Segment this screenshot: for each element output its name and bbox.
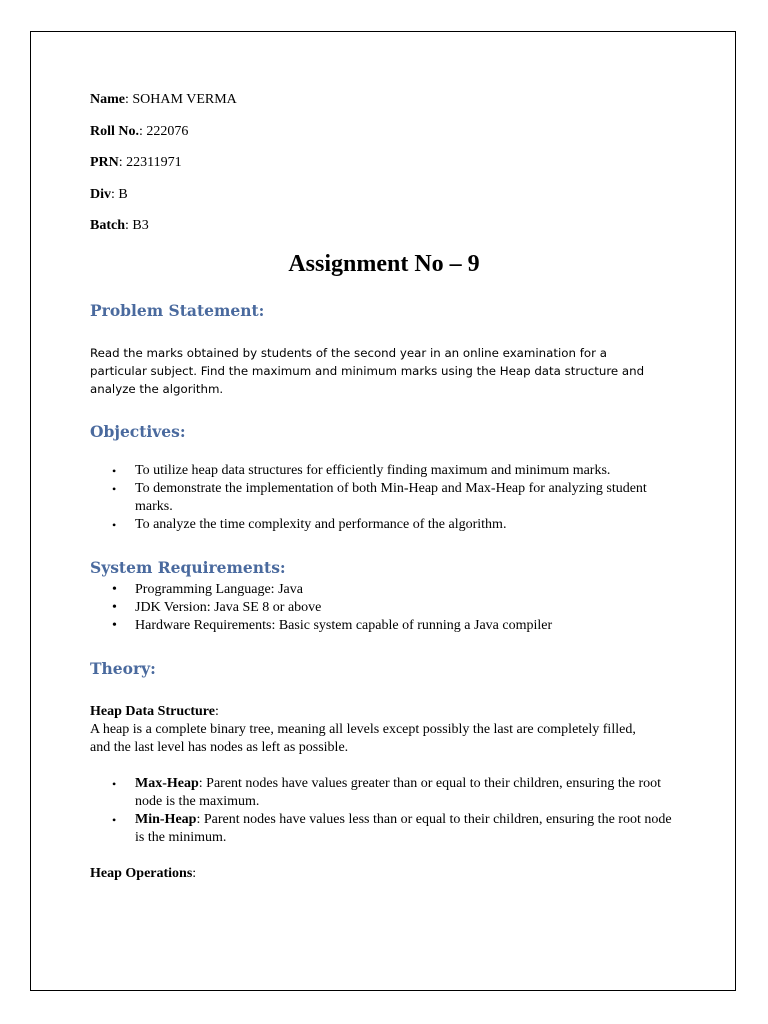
batch-label: Batch	[90, 218, 125, 233]
bullet-icon: •	[112, 777, 117, 791]
requirement-text: Programming Language: Java	[135, 582, 303, 597]
problem-statement-heading: Problem Statement:	[90, 301, 265, 320]
objective-text: To demonstrate the implementation of both Min-Heap and Max-Heap for analyzing student marks.	[135, 481, 647, 514]
system-requirements-heading: System Requirements:	[90, 558, 286, 577]
heap-operations-subheading	[90, 865, 690, 883]
heap-types-list	[90, 775, 690, 847]
list-item	[90, 775, 680, 811]
batch-value: : B3	[125, 218, 149, 233]
name-label: Name	[90, 92, 125, 107]
prn-label: PRN	[90, 155, 119, 170]
list-item	[90, 599, 680, 617]
heap-description: A heap is a complete binary tree, meaning all levels except possibly the last are completely filled, and the last level has nodes as left as possible.	[90, 722, 636, 755]
system-requirements-list	[90, 581, 690, 635]
list-item	[90, 480, 680, 516]
bullet-icon: •	[112, 482, 117, 496]
heap-type-desc: : Parent nodes have values greater than or equal to their children, ensuring the root node is the maximum.	[135, 776, 661, 809]
objective-text: To analyze the time complexity and performance of the algorithm.	[135, 517, 507, 532]
div-value: : B	[111, 186, 128, 202]
heap-colon: :	[214, 704, 219, 719]
theory-heading: Theory:	[90, 659, 156, 678]
objective-text: To utilize heap data structures for efficiently finding maximum and minimum marks.	[135, 463, 611, 478]
bullet-icon: •	[112, 600, 117, 615]
heap-type-term: Min-Heap	[135, 812, 197, 827]
page-title: Assignment No – 9	[288, 251, 480, 277]
bullet-icon: •	[112, 464, 117, 478]
name-value: : SOHAM VERMA	[125, 92, 237, 107]
objectives-list	[90, 462, 690, 534]
heap-data-structure-subheading	[90, 703, 690, 721]
list-item	[90, 462, 680, 480]
objectives-heading: Objectives:	[90, 422, 186, 441]
problem-statement-text: Read the marks obtained by students of the second year in an online examination for a particular subject. Find the maximum and minimum marks using the Heap data structure and analyze the algorithm.	[90, 346, 645, 396]
batch-field	[90, 216, 690, 236]
roll-field	[90, 122, 690, 142]
heap-operations-colon: :	[192, 866, 197, 881]
list-item	[90, 516, 680, 534]
list-item	[90, 617, 680, 635]
heap-type-term: Max-Heap	[135, 776, 199, 791]
div-label: Div	[90, 186, 111, 202]
list-item	[90, 581, 680, 599]
roll-value: : 222076	[139, 123, 189, 139]
name-field	[90, 90, 690, 110]
bullet-icon: •	[112, 618, 117, 633]
bullet-icon: •	[112, 582, 117, 597]
heap-type-desc: : Parent nodes have values less than or equal to their children, ensuring the root node is the minimum.	[135, 812, 672, 845]
heap-operations-label: Heap Operations	[90, 866, 193, 881]
heap-label: Heap Data Structure	[90, 704, 215, 719]
list-item	[90, 811, 680, 847]
div-field	[90, 185, 690, 205]
requirement-text: Hardware Requirements: Basic system capable of running a Java compiler	[135, 618, 553, 633]
prn-field	[90, 153, 690, 173]
bullet-icon: •	[112, 813, 117, 827]
requirement-text: JDK Version: Java SE 8 or above	[135, 600, 322, 615]
prn-value: : 22311971	[118, 155, 182, 170]
bullet-icon: •	[112, 518, 117, 532]
roll-label: Roll No.	[90, 123, 139, 139]
document-content	[90, 90, 690, 883]
